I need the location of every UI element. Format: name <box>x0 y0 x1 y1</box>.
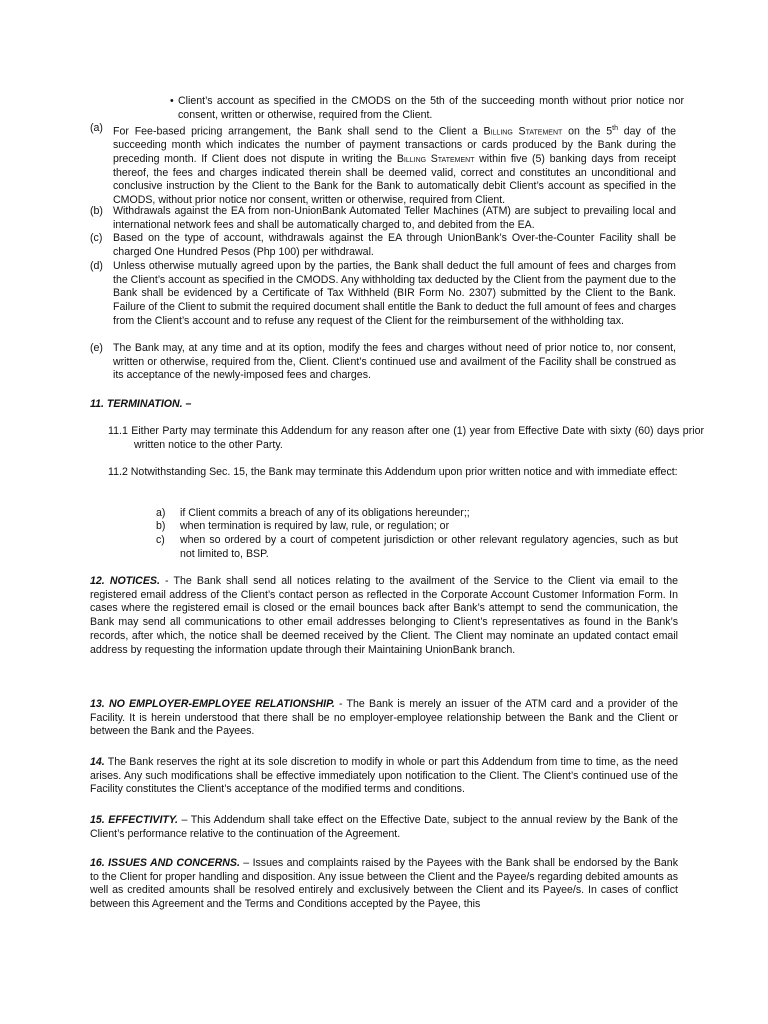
notices-heading: 12. NOTICES. <box>90 575 160 587</box>
billing-statement-term: Billing Statement <box>396 152 475 165</box>
fee-item-b: Withdrawals against the EA from non-UnionBank Automated Teller Machines (ATM) are subject to prevailing local and international network fees and shall be automatically charged to, and debited from the EA. <box>113 205 676 231</box>
document-page: • Client’s account as specified in the CMODS on the 5th of the succeeding month without prior notice nor consent, written or otherwise, required from the Client. (a) For Fee-based pricing arrangement, the Bank shall send to the Client a Billing Statement on the 5th day of the succeeding month which indicates the number of payment transactions or cards produced by the Bank during the preceding month. If Client does not dispute in writing the Billing Statement within five (5) banking days from receipt thereof, the fees and charges indicated therein shall be deemed valid, correct and constitutes an unconditional and conclusive instruction by the Client to the Bank for the Bank to automatically debit Client’s account as specified in the CMODS, without prior notice nor consent, written or otherwise, required from Client. (b) Withdrawals against the EA from non-UnionBank Automated Teller Machines (ATM) are subject to prevailing local and international network fees and shall be automatically charged to, and debited from the EA. (c) Based on the type of account, withdrawals against the EA through UnionBank’s Over-the-Counter Facility shall be charged One Hundred Pesos (Php 100) per withdrawal. (d) Unless otherwise mutually agreed upon by the parties, the Bank shall deduct the full amount of fees and charges from the Client’s account as specified in the CMODS. Any withholding tax deducted by the Client from the payment due to the Bank shall be evidenced by a Certificate of Tax Withheld (BIR Form No. 2307) submitted by the Client to the Bank. Failure of the Client to submit the required document shall entitle the Bank to deduct the full amount of fees and charges from the Client’s account and to refuse any request of the Client for the reimbursement of the withholding tax. (e) The Bank may, at any time and at its option, modify the fees and charges without need of prior notice to, nor consent, written or otherwise, required from the, Client. Client’s continued use and availment of the Facility shall be construed as its acceptance of the newly-imposed fees and charges. 11. TERMINATION. – 11.1 Either Party may terminate this Addendum for any reason after one (1) year from Effective Date with sixty (60) days prior written notice to the other Party. 11.2 Notwithstanding Sec. 15, the Bank may terminate this Addendum upon prior written notice and with immediate effect: a) if Client commits a breach of any of its obligations hereunder;; b) when termination is required by law, rule, or regulation; or c) when so ordered by a court of competent jurisdiction or other relevant regulatory agencies, such as but not limited to, BSP. 12. NOTICES. - The Bank shall send all notices relating to the availment of the Service to the Client via email to the registered email address of the Client’s contact person as reflected in the Corporate Account Customer Information Form. In cases where the registered email is closed or the email bounces back after Bank’s attempt to send the communication, the Bank may send all communications to other email addresses belonging to Client’s representatives as found in the Bank’s records, after which, the notice shall be deemed received by the Client. The Client may nominate an updated contact email address by requesting the information update through their Maintaining UnionBank branch. 13. NO EMPLOYER-EMPLOYEE RELATIONSHIP. - The Bank is merely an issuer of the ATM card and a provider of the Facility. It is herein understood that there shall be no employer-employee relationship between the Bank and the Client or between the Bank and the Payees. 14. The Bank reserves the right at its sole discretion to modify in whole or part this Addendum from time to time, as the need arises. Any such modifications shall be effective immediately upon notification to the Client. The Client’s continued use of the Facility constitutes the Client’s acceptance of the modified terms and conditions. 15. EFFECTIVITY. – This Addendum shall take effect on the Effective Date, subject to the annual review by the Bank of the Client’s performance relative to the continuation of the Agreement. 16. ISSUES AND CONCERNS. – Issues and complaints raised by the Payees with the Bank shall be endorsed by the Bank to the Client for proper handling and disposition. Any issue between the Client and the Payee/s regarding debited amounts as well as credited amounts shall be resolved entirely and exclusively between the Client and its Payee/s. In cases of conflict between this Agreement and the Terms and Conditions accepted by the Payee, this <box>90 95 704 911</box>
modification-section <box>90 756 678 797</box>
item-label-b: (b) <box>90 205 103 217</box>
intro-bullet <box>170 95 684 122</box>
issues-heading: 16. ISSUES AND CONCERNS. <box>90 857 240 869</box>
item-label-d: (d) <box>90 260 103 272</box>
issues-text: – Issues and complaints raised by the Payees with the Bank shall be endorsed by the Bank to the Client for proper handling and disposition. Any issue between the Client and the Payee/s regarding debited amounts as well as credited amounts shall be resolved entirely and exclusively between the Client and its Payee/s. In cases of conflict between this Agreement and the Terms and Conditions accepted by the Payee, this <box>90 857 678 911</box>
notices-section <box>90 575 678 657</box>
modification-heading: 14. <box>90 756 105 768</box>
bullet-text: Client’s account as specified in the CMODS on the 5th of the succeeding month without prior notice nor consent, written or otherwise, required from the Client. <box>178 95 684 121</box>
fee-item-e: The Bank may, at any time and at its option, modify the fees and charges without need of prior notice to, nor consent, written or otherwise, required from the, Client. Client’s continued use and availment of the Facility shall be construed as its acceptance of the newly-imposed fees and charges. <box>113 342 676 382</box>
effectivity-heading: 15. EFFECTIVITY. <box>90 814 178 826</box>
effectivity-section <box>90 814 678 841</box>
issues-section <box>90 857 678 912</box>
billing-statement-term: Billing Statement <box>483 125 563 138</box>
fee-item-c: Based on the type of account, withdrawals against the EA through UnionBank’s Over-the-Counter Facility shall be charged One Hundred Pesos (Php 100) per withdrawal. <box>113 232 676 258</box>
bullet-symbol: • <box>170 95 174 107</box>
no-employer-section <box>90 698 678 739</box>
no-employer-heading: 13. NO EMPLOYER-EMPLOYEE RELATIONSHIP. <box>90 698 335 710</box>
effectivity-text: – This Addendum shall take effect on the Effective Date, subject to the annual review by the Bank of the Client’s performance relative to the continuation of the Agreement. <box>90 814 678 840</box>
no-employer-text: - The Bank is merely an issuer of the ATM card and a provider of the Facility. It is herein understood that there shall be no employer-employee relationship between the Bank and the Client or between the Bank and the Payees. <box>90 698 679 738</box>
modification-text: The Bank reserves the right at its sole discretion to modify in whole or part this Addendum from time to time, as the need arises. Any such modifications shall be effective immediately upon notification to the Client. The Client’s continued use of the Facility constitutes the Client’s acceptance of the modified terms and conditions. <box>90 756 678 796</box>
notices-text: - The Bank shall send all notices relating to the availment of the Service to the Client via email to the registered email address of the Client’s contact person as reflected in the Corporate Account Customer Information Form. In cases where the registered email is closed or the email bounces back after Bank’s attempt to send the communication, the Bank may send all communications to other email addresses belonging to Client’s representatives as found in the Bank’s records, after which, the notice shall be deemed received by the Client. The Client may nominate an updated contact email address by requesting the information update through their Maintaining UnionBank branch. <box>90 575 679 656</box>
item-label-c: (c) <box>90 232 103 244</box>
termination-clause-11-1: 11.1 Either Party may terminate this Addendum for any reason after one (1) year from Effective Date with sixty (60) days prior written notice to the other Party. <box>108 425 704 451</box>
fee-item-d: Unless otherwise mutually agreed upon by the parties, the Bank shall deduct the full amount of fees and charges from the Client’s account as specified in the CMODS. Any withholding tax deducted by the Client from the payment due to the Bank shall be evidenced by a Certificate of Tax Withheld (BIR Form No. 2307) submitted by the Client to the Bank. Failure of the Client to submit the required document shall entitle the Bank to deduct the full amount of fees and charges from the Client’s account and to refuse any request of the Client for the reimbursement of the withholding tax. <box>113 260 676 327</box>
termination-heading: 11. TERMINATION. – <box>90 398 192 410</box>
termination-clause-11-2: 11.2 Notwithstanding Sec. 15, the Bank may terminate this Addendum upon prior written notice and with immediate effect: <box>108 466 678 478</box>
item-label-e: (e) <box>90 342 103 354</box>
fee-item-a: For Fee-based pricing arrangement, the Bank shall send to the Client a Billing Statement on the 5th day of the succeeding month which indicates the number of payment transactions or cards produced by the Bank during the preceding month. If Client does not dispute in writing the Billing Statement within five (5) banking days from receipt thereof, the fees and charges indicated therein shall be deemed valid, correct and constitutes an unconditional and conclusive instruction by the Client to the Bank for the Bank to automatically debit Client’s account as specified in the CMODS, without prior notice nor consent, written or otherwise, required from Client. <box>113 125 677 207</box>
item-label-a: (a) <box>90 122 103 134</box>
